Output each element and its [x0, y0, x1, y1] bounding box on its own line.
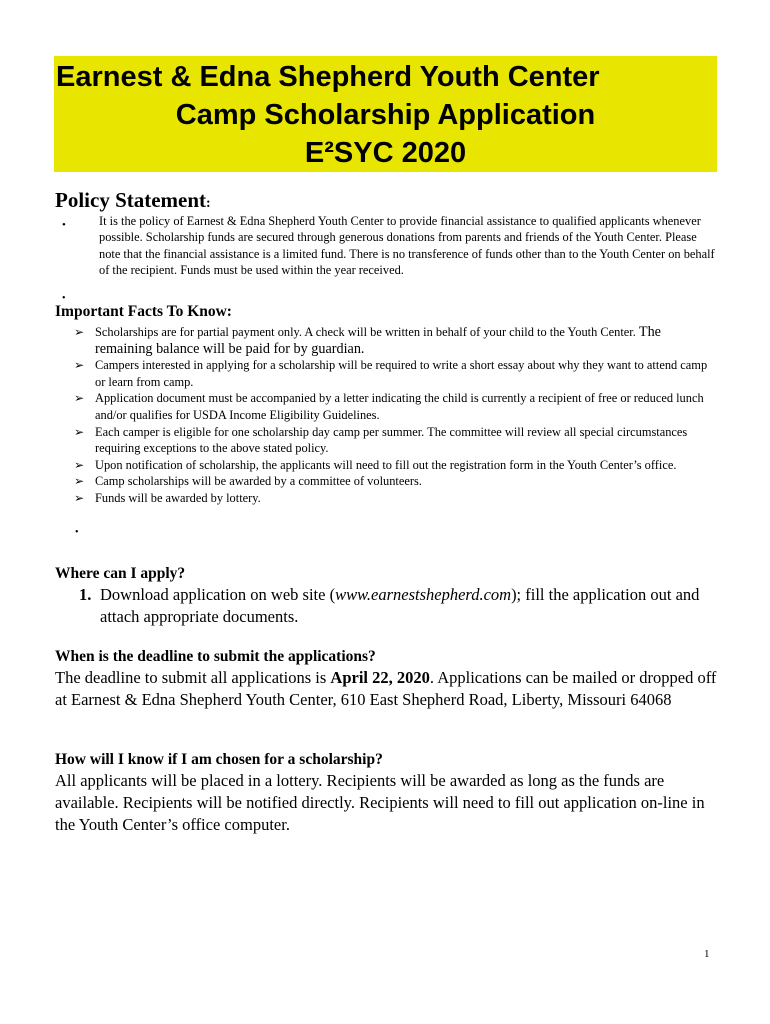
- deadline-text: The deadline to submit all applications is April 22, 2020. Applications can be mailed or dropped off at Earnest & Edna Shepherd Youth Center, 610 East Shepherd Road, Liberty, Missouri 64068: [55, 668, 717, 709]
- apply-step: [79, 584, 719, 628]
- empty-bullet-icon: •: [75, 527, 79, 538]
- title-banner: [54, 56, 717, 172]
- fact-text: Each camper is eligible for one scholarship day camp per summer. The committee will review all special circumstances requiring exceptions to the above stated policy.: [95, 424, 688, 456]
- list-item: [74, 324, 719, 357]
- arrow-bullet-icon: ➢: [74, 391, 85, 406]
- fact-text: Scholarships are for partial payment only. A check will be written in behalf of your child to the Youth Center.: [95, 325, 639, 339]
- policy-heading: Policy Statement:: [55, 188, 211, 212]
- fact-text: Funds will be awarded by lottery.: [95, 490, 261, 505]
- list-item: [74, 357, 719, 390]
- website-link[interactable]: www.earnestshepherd.com: [335, 585, 512, 604]
- deadline-date: April 22, 2020: [330, 668, 430, 687]
- policy-text: It is the policy of Earnest & Edna Shepherd Youth Center to provide financial assistance to qualified applicants whenever possible. Scholarship funds are secured through generous donations from parents and friends of the Youth Center. Please note that the financial assistance is a limited fund. There is no transference of funds other than to the Youth Center on behalf of the recipient. Funds must be used within the year received.: [99, 214, 715, 277]
- list-item: [74, 457, 719, 474]
- page-number: 1: [704, 948, 710, 960]
- chosen-heading: How will I know if I am chosen for a scholarship?: [55, 751, 383, 768]
- apply-heading: Where can I apply?: [55, 565, 186, 582]
- chosen-text: All applicants will be placed in a lottery. Recipients will be awarded as long as the funds are available. Recipients will be notified directly. Recipients will need to fill out application on-line in the Youth Center’s office computer.: [55, 771, 705, 834]
- facts-list: [74, 324, 719, 507]
- deadline-heading: When is the deadline to submit the applications?: [55, 648, 376, 665]
- fact-text: Campers interested in applying for a scholarship will be required to write a short essay about why they want to attend camp or learn from camp.: [95, 358, 708, 389]
- policy-heading-colon: :: [206, 196, 211, 211]
- fact-text-continued: The remaining balance will be paid for by guardian.: [95, 324, 661, 357]
- facts-heading: Important Facts To Know:: [55, 303, 232, 320]
- arrow-bullet-icon: ➢: [74, 424, 85, 439]
- fact-text: Application document must be accompanied by a letter indicating the child is currently a recipient of free or reduced lunch and/or qualifies for USDA Income Eligibility Guidelines.: [95, 391, 704, 422]
- title-line-2: Camp Scholarship Application: [175, 99, 596, 131]
- title-line-3: E²SYC 2020: [304, 137, 467, 169]
- list-item: [74, 424, 719, 457]
- arrow-bullet-icon: ➢: [74, 457, 85, 472]
- step-number: 1.: [79, 585, 92, 604]
- policy-bullet-icon: •: [62, 219, 66, 231]
- empty-bullet-icon: •: [62, 293, 66, 304]
- arrow-bullet-icon: ➢: [74, 358, 85, 373]
- list-item: [74, 490, 719, 507]
- apply-text-before: Download application on web site (: [100, 585, 336, 604]
- arrow-bullet-icon: ➢: [74, 490, 85, 505]
- arrow-bullet-icon: ➢: [74, 474, 85, 489]
- arrow-bullet-icon: ➢: [74, 325, 85, 339]
- fact-text: Upon notification of scholarship, the applicants will need to fill out the registration form in the Youth Center’s office.: [95, 457, 677, 472]
- title-line-1: Earnest & Edna Shepherd Youth Center: [56, 61, 600, 93]
- list-item: [74, 473, 719, 490]
- apply-text-after: ); fill the application out and attach appropriate documents.: [100, 585, 700, 626]
- fact-text: Camp scholarships will be awarded by a committee of volunteers.: [95, 474, 422, 489]
- list-item: [74, 390, 719, 423]
